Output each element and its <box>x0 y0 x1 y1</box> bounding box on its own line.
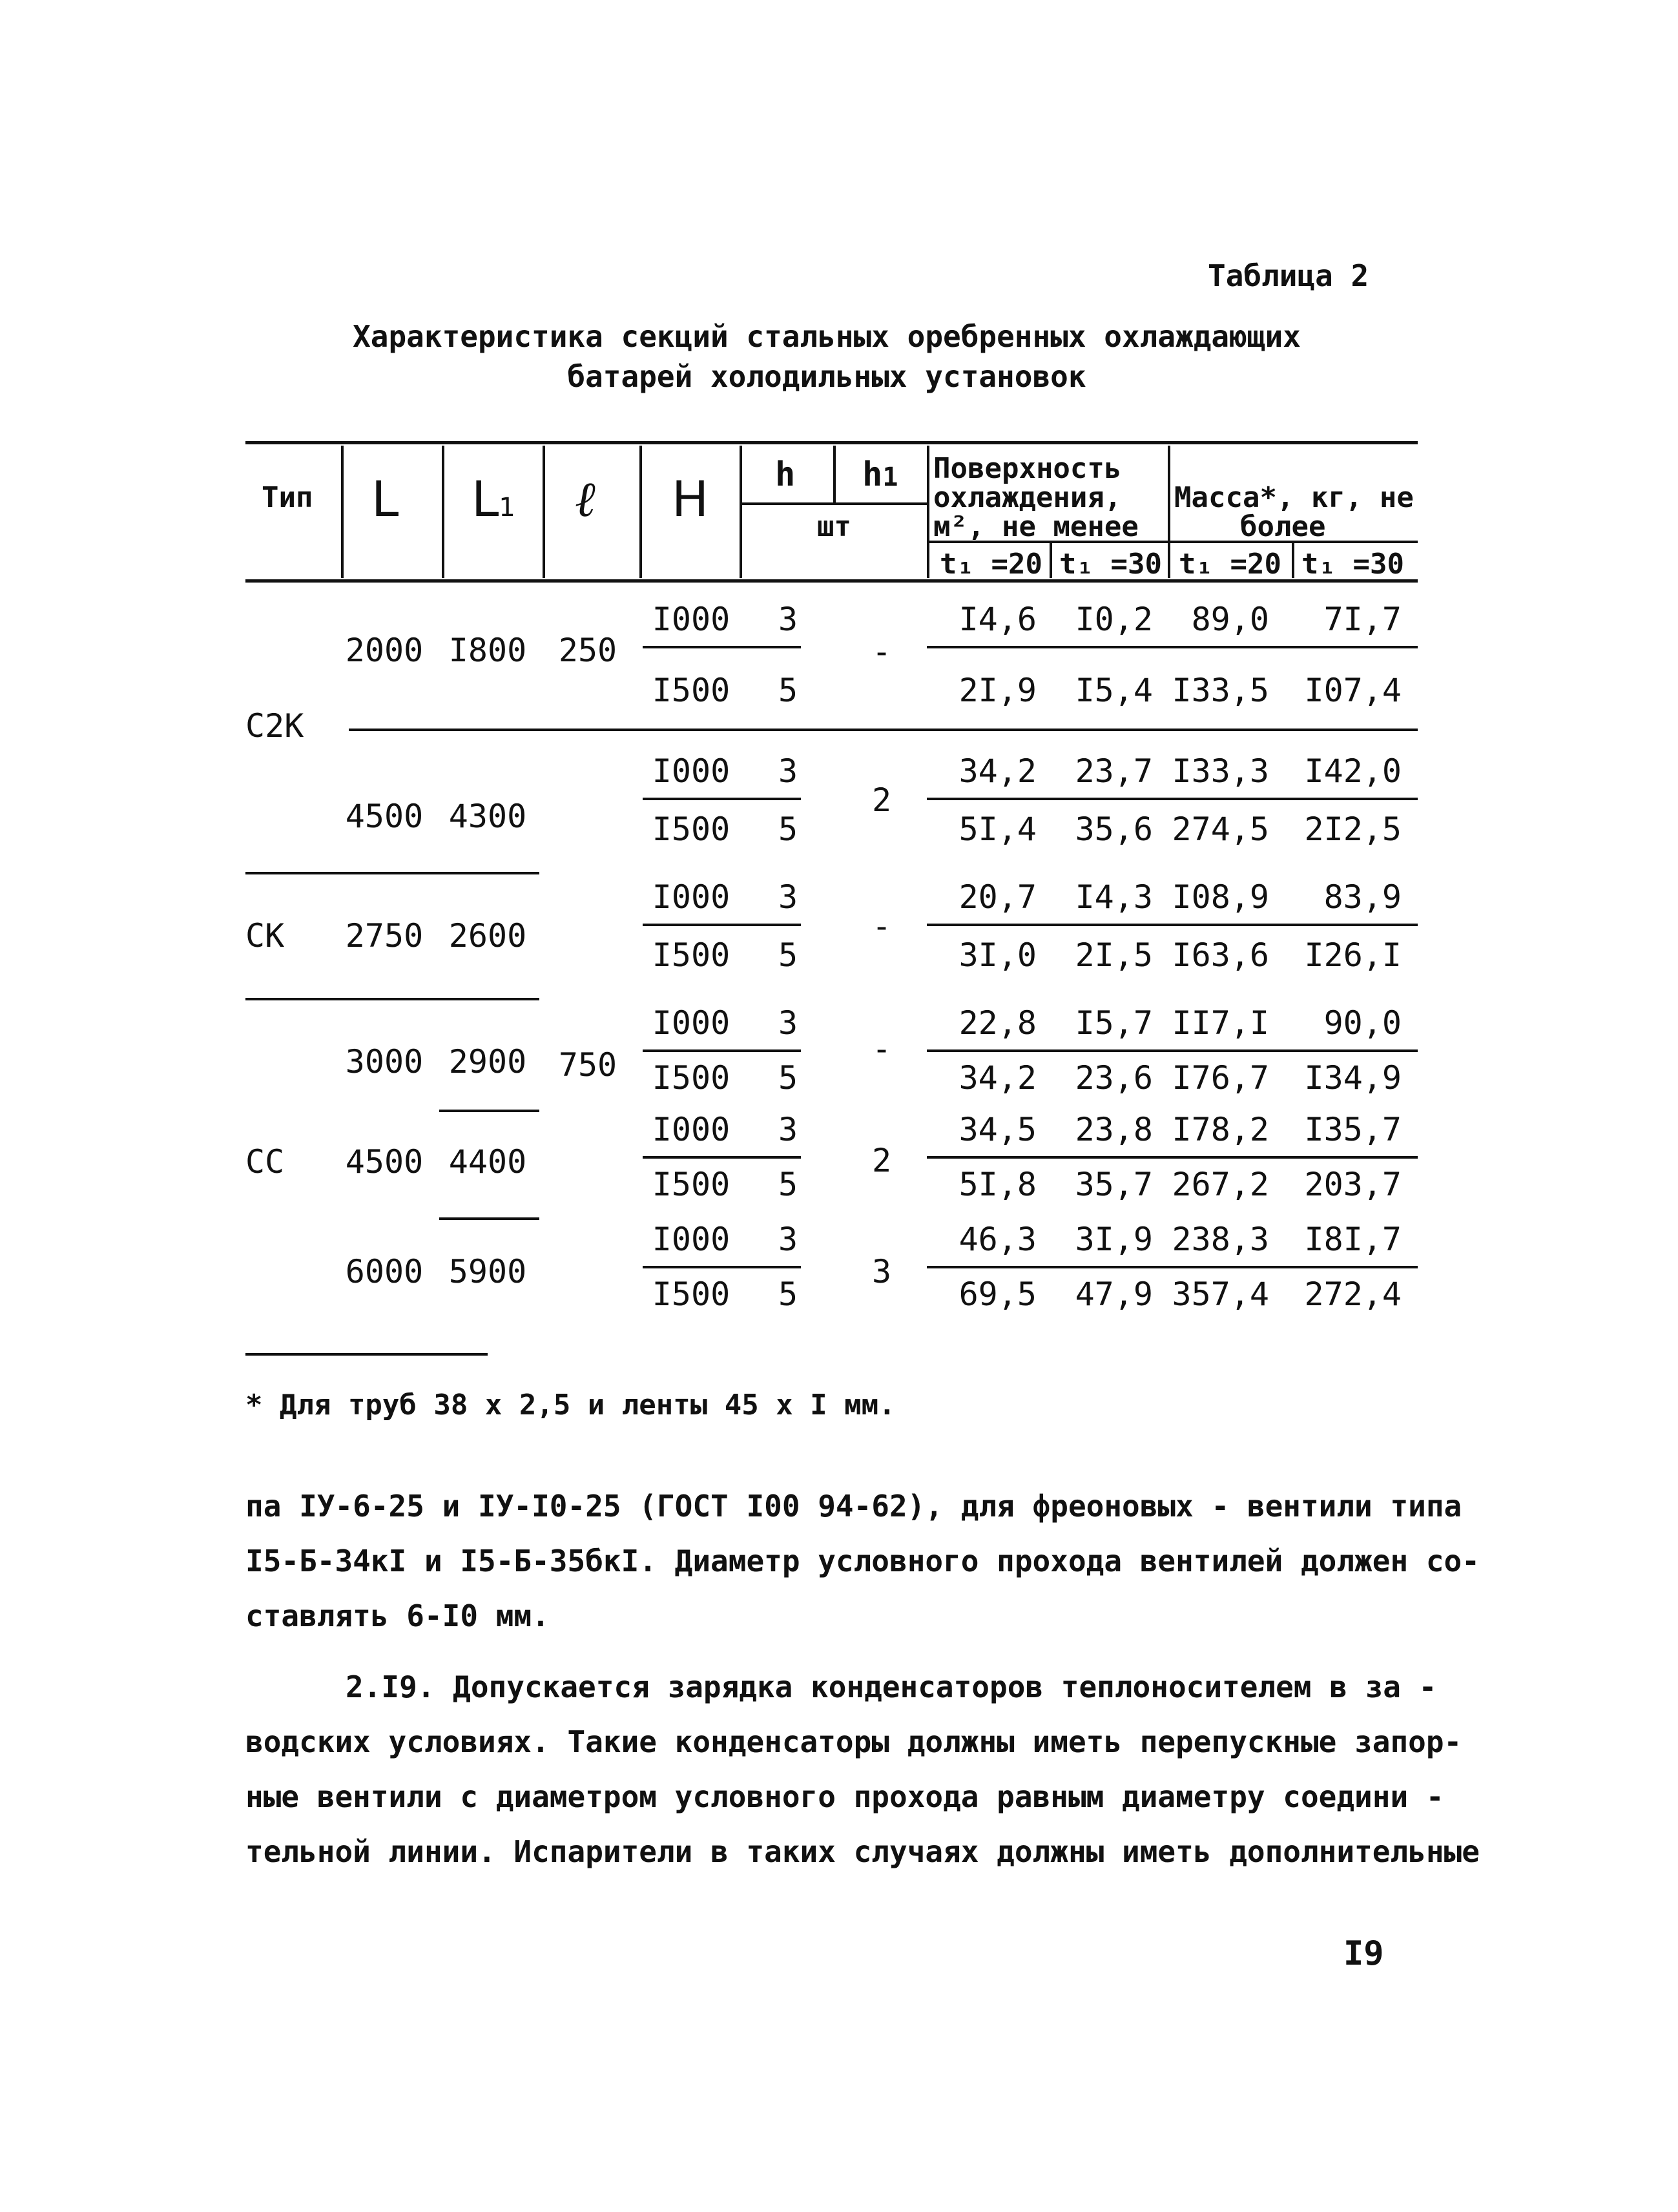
row-h: 3 <box>778 601 798 638</box>
group-L1: 2900 <box>448 1043 527 1080</box>
header-tip: Тип <box>262 481 313 514</box>
header-t30-surface: t₁ =30 <box>1059 548 1162 581</box>
row-surface-30: I5,4 <box>1075 672 1153 709</box>
header-L1-sub: 1 <box>499 493 515 522</box>
row-H: I500 <box>652 1166 730 1203</box>
row-mass-30: 272,4 <box>1304 1276 1402 1313</box>
paragraph-line: I5-Б-34кI и I5-Б-35бкI. Диаметр условного прохода вентилей должен со- <box>245 1544 1480 1578</box>
row-surface-30: 35,7 <box>1075 1166 1153 1203</box>
row-H: I500 <box>652 1276 730 1313</box>
header-L1-letter: L <box>471 470 499 528</box>
row-surface-30: 35,6 <box>1075 811 1153 848</box>
table-top-rule <box>245 441 1418 444</box>
row-mass-30: 7I,7 <box>1323 601 1402 638</box>
row-mass-20: II7,I <box>1172 1004 1269 1042</box>
row-surface-20: 46,3 <box>958 1221 1037 1258</box>
row-surface-20: 22,8 <box>958 1004 1037 1042</box>
header-divider <box>341 446 344 578</box>
row-surface-20: 5I,8 <box>958 1166 1037 1203</box>
row-rule <box>643 1156 801 1159</box>
row-h: 3 <box>778 752 798 790</box>
row-surface-30: 23,6 <box>1075 1059 1153 1097</box>
row-surface-30: 23,7 <box>1075 752 1153 790</box>
row-mass-20: 357,4 <box>1172 1276 1269 1313</box>
group-l: 750 <box>558 1046 617 1084</box>
section-rule <box>245 872 539 874</box>
header-surface-3: м², не менее <box>933 510 1139 543</box>
row-rule <box>643 1266 801 1268</box>
row-surface-20: 20,7 <box>958 878 1037 916</box>
paragraph-line: 2.I9. Допускается зарядка конденсаторов теплоносителем в за - <box>346 1669 1437 1704</box>
table-title-line1: Характеристика секций стальных оребренных охлаждающих <box>353 319 1301 354</box>
paragraph-line: ные вентили с диаметром условного прохода равным диаметру соедини - <box>245 1779 1444 1814</box>
row-mass-30: 90,0 <box>1323 1004 1402 1042</box>
row-H: I500 <box>652 672 730 709</box>
header-sht: шт <box>817 510 851 543</box>
page-number: I9 <box>1343 1934 1384 1973</box>
row-surface-20: 69,5 <box>958 1276 1037 1313</box>
row-mass-30: I42,0 <box>1304 752 1402 790</box>
row-rule <box>643 1049 801 1052</box>
row-h: 5 <box>778 1166 798 1203</box>
group-L: 6000 <box>345 1253 424 1290</box>
row-mass-20: 274,5 <box>1172 811 1269 848</box>
row-rule <box>643 924 801 926</box>
table-title-line2: батарей холодильных установок <box>567 359 1086 394</box>
header-l: ℓ <box>575 470 596 528</box>
row-surface-20: I4,6 <box>958 601 1037 638</box>
row-H: I500 <box>652 811 730 848</box>
row-rule <box>927 798 1418 800</box>
row-mass-20: I78,2 <box>1172 1111 1269 1148</box>
row-H: I000 <box>652 752 730 790</box>
paragraph-line: тельной линии. Испарители в таких случаях должны иметь дополнительные <box>245 1834 1480 1869</box>
row-mass-20: I08,9 <box>1172 878 1269 916</box>
row-surface-30: I0,2 <box>1075 601 1153 638</box>
header-surface-1: Поверхность <box>933 452 1122 485</box>
row-rule <box>927 924 1418 926</box>
row-surface-30: 23,8 <box>1075 1111 1153 1148</box>
row-surface-20: 2I,9 <box>958 672 1037 709</box>
header-divider <box>442 446 444 578</box>
row-surface-20: 3I,0 <box>958 936 1037 974</box>
row-mass-20: I33,5 <box>1172 672 1269 709</box>
row-surface-30: 2I,5 <box>1075 936 1153 974</box>
header-divider <box>639 446 642 578</box>
row-rule <box>927 646 1418 648</box>
header-L1 <box>471 470 515 528</box>
row-mass-30: I8I,7 <box>1304 1221 1402 1258</box>
row-h: 5 <box>778 672 798 709</box>
group-l: 250 <box>558 632 617 669</box>
header-t20-surface: t₁ =20 <box>940 548 1042 581</box>
row-H: I500 <box>652 1059 730 1097</box>
header-h: h <box>775 455 796 494</box>
group-h1: - <box>871 1030 892 1068</box>
header-H: H <box>672 470 709 528</box>
row-H: I000 <box>652 1111 730 1148</box>
header-mass-1: Масса*, кг, не <box>1174 481 1414 514</box>
group-L1: 4300 <box>448 798 527 835</box>
group-h1: 2 <box>871 1142 892 1179</box>
row-mass-20: 238,3 <box>1172 1221 1269 1258</box>
row-h: 5 <box>778 936 798 974</box>
type-label: СС <box>245 1143 285 1181</box>
row-mass-30: I34,9 <box>1304 1059 1402 1097</box>
row-surface-30: 47,9 <box>1075 1276 1153 1313</box>
row-mass-20: 267,2 <box>1172 1166 1269 1203</box>
header-divider <box>543 446 545 578</box>
row-H: I000 <box>652 601 730 638</box>
group-h1: - <box>871 907 892 945</box>
header-divider <box>1050 543 1052 578</box>
group-L1: 4400 <box>448 1143 527 1181</box>
group-L: 4500 <box>345 798 424 835</box>
row-rule <box>643 646 801 648</box>
row-H: I000 <box>652 1221 730 1258</box>
group-h1: - <box>871 633 892 670</box>
header-t30-mass: t₁ =30 <box>1301 548 1404 581</box>
row-h: 5 <box>778 1059 798 1097</box>
row-mass-30: 2I2,5 <box>1304 811 1402 848</box>
group-L: 2000 <box>345 632 424 669</box>
row-rule <box>927 1156 1418 1159</box>
section-rule <box>439 1110 539 1112</box>
row-h: 5 <box>778 811 798 848</box>
row-mass-30: I07,4 <box>1304 672 1402 709</box>
type-label: С2К <box>245 707 304 745</box>
row-surface-30: 3I,9 <box>1075 1221 1153 1258</box>
row-mass-20: I76,7 <box>1172 1059 1269 1097</box>
table-title <box>194 316 1460 397</box>
row-rule <box>643 798 801 800</box>
row-mass-30: I26,I <box>1304 936 1402 974</box>
header-L: L <box>371 470 399 528</box>
row-mass-20: I33,3 <box>1172 752 1269 790</box>
row-mass-30: 83,9 <box>1323 878 1402 916</box>
header-t20-mass: t₁ =20 <box>1179 548 1281 581</box>
row-H: I000 <box>652 1004 730 1042</box>
row-surface-30: I4,3 <box>1075 878 1153 916</box>
row-surface-20: 5I,4 <box>958 811 1037 848</box>
header-surface-2: охлаждения, <box>933 481 1122 514</box>
group-h1: 3 <box>871 1253 892 1290</box>
row-h: 5 <box>778 1276 798 1313</box>
row-mass-30: I35,7 <box>1304 1111 1402 1148</box>
group-h1: 2 <box>871 781 892 819</box>
table-label: Таблица 2 <box>1208 258 1369 293</box>
section-rule <box>439 1217 539 1220</box>
paragraph-line: водских условиях. Такие конденсаторы должны иметь перепускные запор- <box>245 1724 1462 1759</box>
group-L1: 2600 <box>448 917 527 955</box>
section-rule <box>349 729 1418 731</box>
paragraph-line: па IУ-6-25 и IУ-I0-25 (ГОСТ I00 94-62), для фреоновых - вентили типа <box>245 1489 1462 1524</box>
header-divider <box>740 446 742 578</box>
row-H: I000 <box>652 878 730 916</box>
row-rule <box>927 1049 1418 1052</box>
header-h1-letter: h <box>862 455 883 494</box>
row-surface-30: I5,7 <box>1075 1004 1153 1042</box>
paragraph-line: ставлять 6-I0 мм. <box>245 1598 550 1633</box>
row-surface-20: 34,2 <box>958 1059 1037 1097</box>
group-L1: 5900 <box>448 1253 527 1290</box>
type-label: СК <box>245 917 285 955</box>
row-h: 3 <box>778 1004 798 1042</box>
row-mass-20: I63,6 <box>1172 936 1269 974</box>
row-h: 3 <box>778 1221 798 1258</box>
group-L1: I800 <box>448 632 527 669</box>
row-H: I500 <box>652 936 730 974</box>
header-divider <box>927 446 929 578</box>
footnote: * Для труб 38 х 2,5 и ленты 45 х I мм. <box>245 1389 896 1421</box>
section-rule <box>245 998 539 1000</box>
row-h: 3 <box>778 1111 798 1148</box>
group-L: 4500 <box>345 1143 424 1181</box>
header-h1-sub: 1 <box>882 462 898 492</box>
header-divider <box>833 446 836 504</box>
row-surface-20: 34,2 <box>958 752 1037 790</box>
group-L: 2750 <box>345 917 424 955</box>
row-mass-30: 203,7 <box>1304 1166 1402 1203</box>
row-rule <box>927 1266 1418 1268</box>
row-surface-20: 34,5 <box>958 1111 1037 1148</box>
footnote-rule <box>245 1353 488 1356</box>
header-divider <box>1168 446 1170 578</box>
header-divider <box>1292 543 1294 578</box>
row-mass-20: 89,0 <box>1191 601 1269 638</box>
header-h1 <box>862 455 898 494</box>
header-mass-2: более <box>1240 510 1326 543</box>
row-h: 3 <box>778 878 798 916</box>
group-L: 3000 <box>345 1043 424 1080</box>
